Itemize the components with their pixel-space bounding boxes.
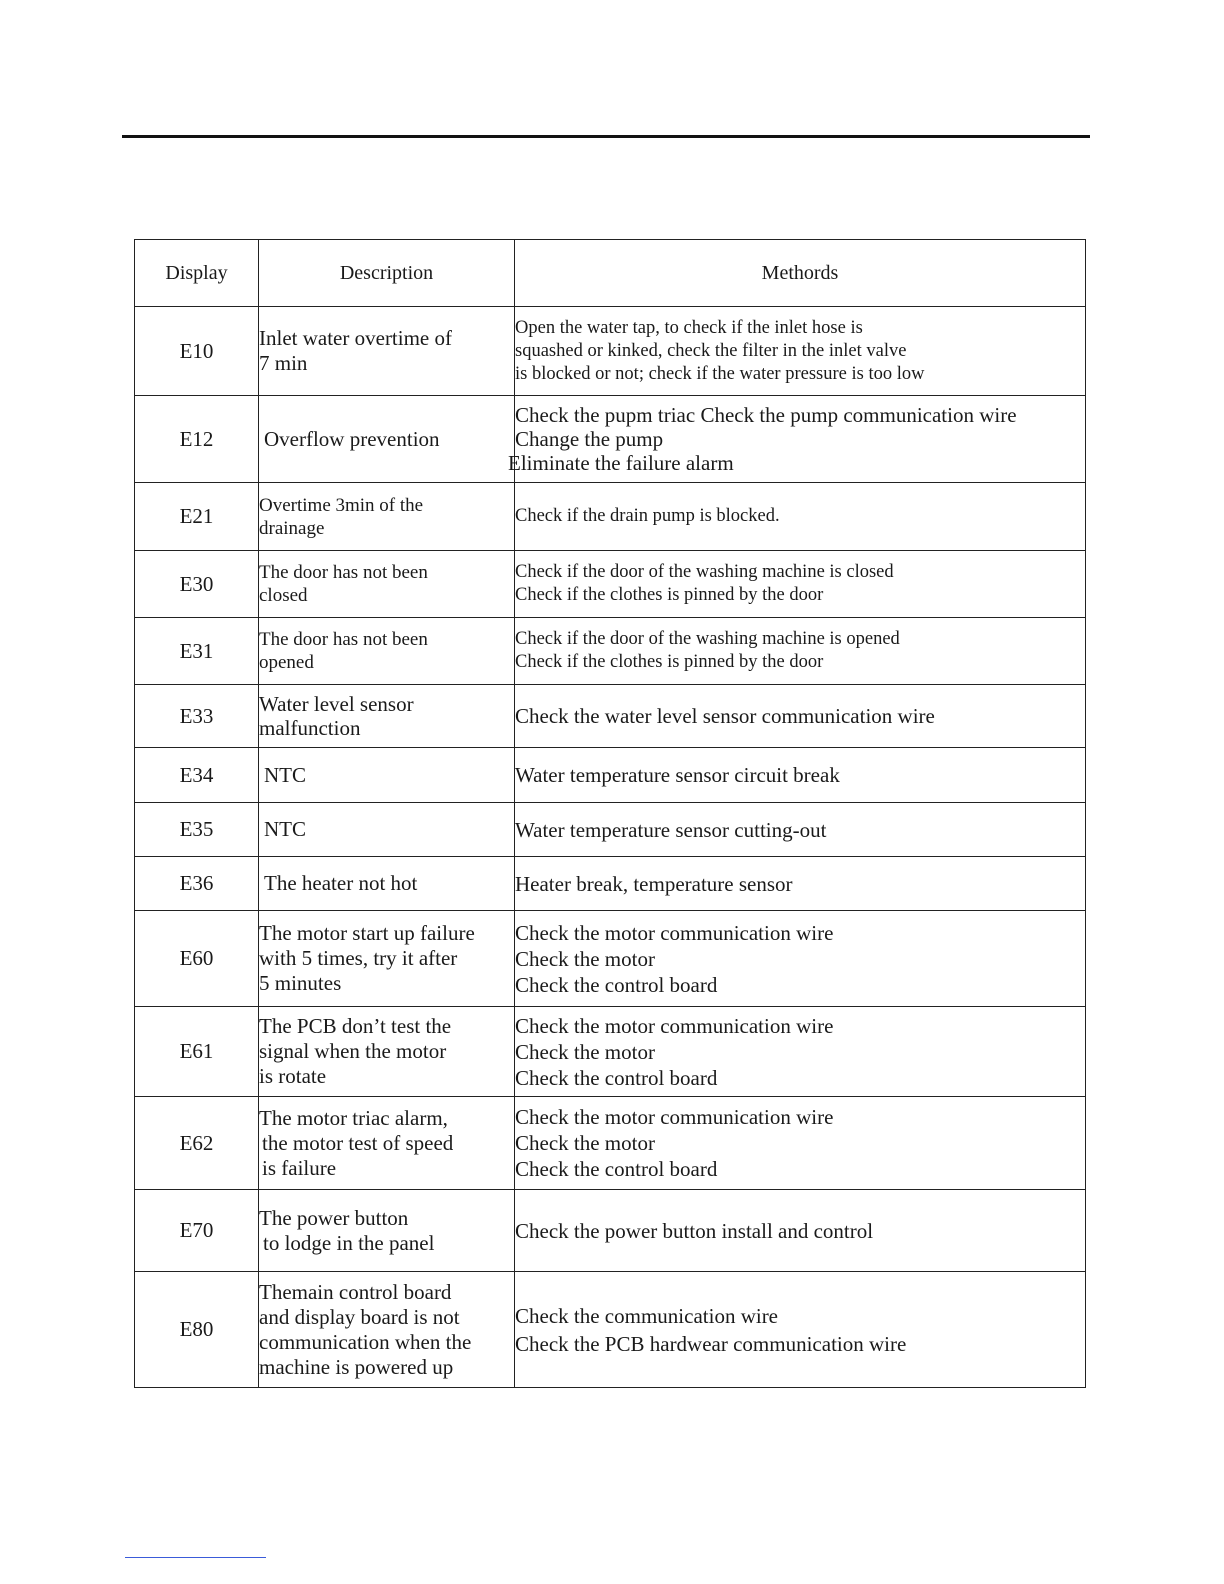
table-row [135,911,1086,1007]
table-row [135,1007,1086,1097]
error-methods: Check if the door of the washing machine is closed Check if the clothes is pinned by the door [515,551,1086,618]
table-row [135,1190,1086,1272]
error-description: The motor triac alarm, the motor test of speed is failure [259,1097,515,1190]
error-code: E21 [135,483,259,551]
error-code-table [134,239,1086,1388]
error-description: The door has not been opened [259,618,515,685]
error-description: Water level sensor malfunction [259,685,515,748]
table-row [135,396,1086,483]
error-methods: Water temperature sensor cutting-out [515,803,1086,857]
error-code: E31 [135,618,259,685]
error-methods: Check the motor communication wire Check the motor Check the control board [515,911,1086,1007]
header-methods: Methords [515,240,1086,307]
table-row [135,748,1086,803]
error-code: E33 [135,685,259,748]
error-code: E30 [135,551,259,618]
error-description: The door has not been closed [259,551,515,618]
error-description: NTC [259,803,515,857]
error-description: The PCB don’t test the signal when the motor is rotate [259,1007,515,1097]
error-methods: Water temperature sensor circuit break [515,748,1086,803]
error-code: E62 [135,1097,259,1190]
table-row [135,685,1086,748]
error-methods: Check if the drain pump is blocked. [515,483,1086,551]
error-description: The power button to lodge in the panel [259,1190,515,1272]
error-methods: Heater break, temperature sensor [515,857,1086,911]
table-row [135,803,1086,857]
table-row [135,618,1086,685]
error-code: E12 [135,396,259,483]
table-header-row [135,240,1086,307]
error-code: E61 [135,1007,259,1097]
table-row [135,483,1086,551]
error-description: Overflow prevention [259,396,515,483]
error-methods: Check the water level sensor communication wire [515,685,1086,748]
header-rule [122,135,1090,138]
error-description: Themain control board and display board is not communication when the machine is powered up [259,1272,515,1388]
table-row [135,1272,1086,1388]
error-code: E36 [135,857,259,911]
table-row [135,307,1086,396]
error-code: E10 [135,307,259,396]
error-description: NTC [259,748,515,803]
header-display: Display [135,240,259,307]
error-code: E70 [135,1190,259,1272]
header-description: Description [259,240,515,307]
error-description: Overtime 3min of the drainage [259,483,515,551]
table-row [135,857,1086,911]
error-methods: Check the power button install and control [515,1190,1086,1272]
error-methods: Open the water tap, to check if the inlet hose is squashed or kinked, check the filter in the inlet valve is blocked or not; check if the water pressure is too low [515,307,1086,396]
error-code: E35 [135,803,259,857]
footer-link-rule [125,1557,266,1558]
error-methods: Check the motor communication wire Check the motor Check the control board [515,1007,1086,1097]
error-description: The heater not hot [259,857,515,911]
error-code: E34 [135,748,259,803]
error-methods: Check the pupm triac Check the pump communication wire Change the pump Eliminate the failure alarm [515,396,1086,483]
error-methods: Check the motor communication wire Check the motor Check the control board [515,1097,1086,1190]
error-description: Inlet water overtime of 7 min [259,307,515,396]
error-description: The motor start up failure with 5 times, try it after 5 minutes [259,911,515,1007]
error-code: E60 [135,911,259,1007]
table-row [135,1097,1086,1190]
error-code: E80 [135,1272,259,1388]
table-row [135,551,1086,618]
error-methods: Check if the door of the washing machine is opened Check if the clothes is pinned by the door [515,618,1086,685]
error-methods: Check the communication wire Check the PCB hardwear communication wire [515,1272,1086,1388]
